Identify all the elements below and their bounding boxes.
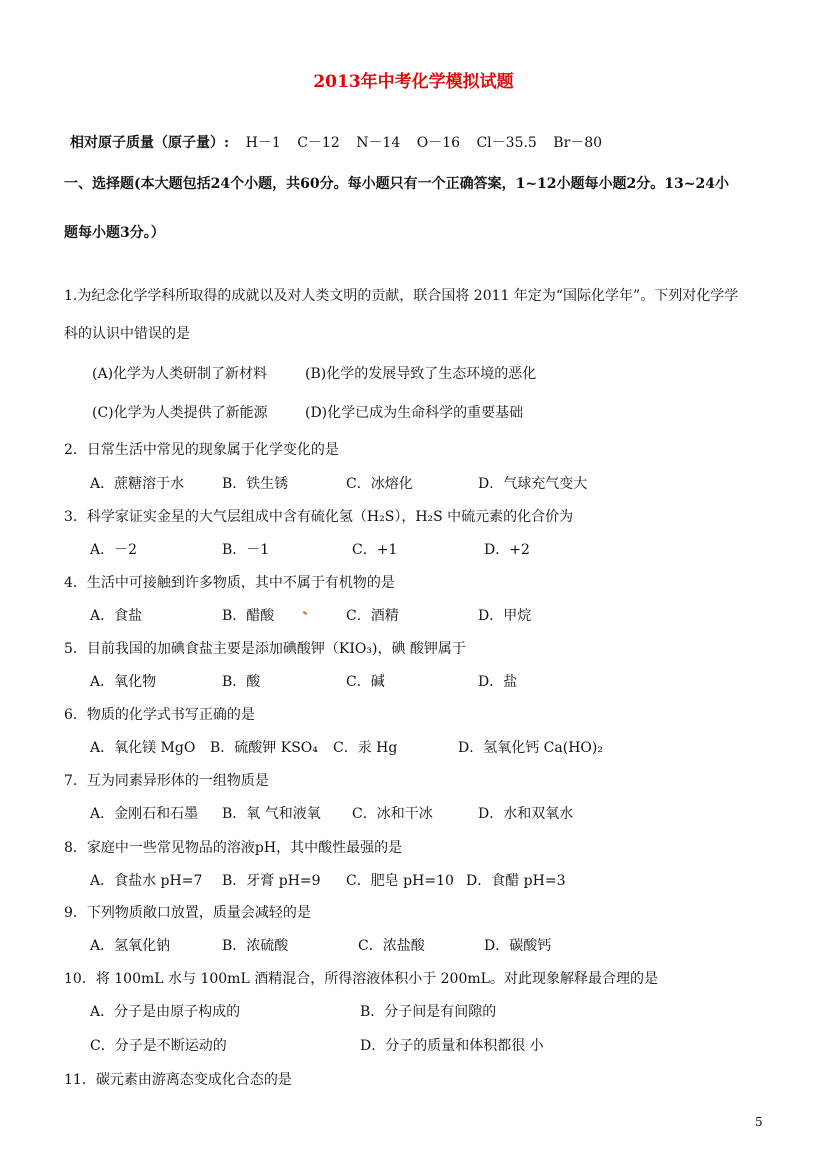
stray-mark	[303, 611, 307, 615]
question-10-option-b: B．分子间是有间隙的	[360, 1004, 497, 1020]
question-2-option-c: C．冰熔化	[346, 476, 413, 492]
atomic-mass-n: N－14	[356, 135, 401, 151]
question-2-stem: 2．日常生活中常见的现象属于化学变化的是	[64, 442, 339, 458]
question-7-stem: 7．互为同素异形体的一组物质是	[64, 773, 269, 789]
page-number: 5	[755, 1115, 763, 1129]
question-3-option-d: D．+2	[484, 542, 530, 558]
question-8-option-d: D．食醋 pH=3	[466, 873, 566, 889]
atomic-masses-label: 相对原子质量（原子量）:	[70, 135, 230, 151]
question-7-option-c: C．冰和干冰	[352, 806, 433, 822]
question-1-option-a: (A)化学为人类研制了新材料	[92, 366, 268, 382]
question-5-option-b: B．酸	[222, 674, 261, 690]
atomic-mass-o: O－16	[416, 135, 461, 151]
question-6-option-b: B．硫酸钾 KSO₄	[210, 740, 318, 756]
question-5-option-c: C．碱	[346, 674, 385, 690]
question-5-option-d: D．盐	[478, 674, 518, 690]
question-9-option-c: C．浓盐酸	[358, 938, 425, 954]
question-3-option-b: B．－1	[222, 542, 270, 558]
question-4-stem: 4．生活中可接触到许多物质，其中不属于有机物的是	[64, 575, 395, 591]
question-4-option-b: B．醋酸	[222, 608, 275, 624]
question-7-option-d: D．水和双氧水	[478, 806, 574, 822]
question-3-option-a: A．－2	[90, 542, 138, 558]
question-1-option-d: (D)化学已成为生命科学的重要基础	[305, 405, 524, 421]
question-9-option-a: A．氢氧化钠	[90, 938, 171, 954]
question-4-option-c: C．酒精	[346, 608, 399, 624]
question-10-option-d: D．分子的质量和体积都很 小	[360, 1038, 544, 1054]
question-1-option-b: (B)化学的发展导致了生态环境的恶化	[305, 366, 537, 382]
question-2-option-d: D．气球充气变大	[478, 476, 588, 492]
question-7-option-a: A．金刚石和石墨	[90, 806, 199, 822]
atomic-masses-row	[70, 133, 602, 153]
question-1-stem-line1: 1.为纪念化学学科所取得的成就以及对人类文明的贡献，联合国将 2011 年定为“国际化学年”。下列对化学学	[64, 288, 739, 304]
page-title: 2013年中考化学模拟试题	[313, 72, 514, 92]
question-2-option-a: A．蔗糖溶于水	[90, 476, 185, 492]
question-4-option-d: D．甲烷	[478, 608, 532, 624]
question-5-stem: 5．目前我国的加碘食盐主要是添加碘酸钾（KIO₃)，碘 酸钾属于	[64, 641, 466, 657]
question-8-option-a: A．食盐水 pH=7	[90, 873, 203, 889]
question-6-option-d: D．氢氧化钙 Ca(HO)₂	[458, 740, 603, 756]
question-10-option-a: A．分子是由原子构成的	[90, 1004, 241, 1020]
question-8-stem: 8．家庭中一些常见物品的溶液pH，其中酸性最强的是	[64, 840, 403, 856]
atomic-mass-c: C－12	[297, 135, 340, 151]
question-3-stem: 3．科学家证实金星的大气层组成中含有硫化氢（H₂S），H₂S 中硫元素的化合价为	[64, 509, 574, 525]
question-9-option-b: B．浓硫酸	[222, 938, 289, 954]
atomic-mass-br: Br－80	[553, 135, 603, 151]
question-8-option-c: C．肥皂 pH=10	[346, 873, 454, 889]
question-8-option-b: B．牙膏 pH=9	[222, 873, 321, 889]
question-6-option-a: A．氧化镁 MgO	[90, 740, 196, 756]
question-5-option-a: A．氧化物	[90, 674, 157, 690]
atomic-mass-h: H－1	[245, 135, 281, 151]
question-3-option-c: C．+1	[352, 542, 398, 558]
question-9-stem: 9．下列物质敞口放置，质量会减轻的是	[64, 905, 311, 921]
question-10-option-c: C．分子是不断运动的	[90, 1038, 227, 1054]
question-1-option-c: (C)化学为人类提供了新能源	[92, 405, 268, 421]
question-11-stem: 11．碳元素由游离态变成化合态的是	[64, 1072, 292, 1088]
question-6-option-c: C．汞 Hg	[333, 740, 398, 756]
question-9-option-d: D．碳酸钙	[484, 938, 552, 954]
question-2-option-b: B．铁生锈	[222, 476, 289, 492]
question-1-stem-line2: 科的认识中错误的是	[64, 326, 190, 342]
section-heading-line1: 一、选择题(本大题包括24个小题，共60分。每小题只有一个正确答案，1~12小题每小题2分。13~24小	[64, 176, 729, 192]
question-7-option-b: B．氧 气和液氧	[222, 806, 321, 822]
question-10-stem: 10．将 100mL 水与 100mL 酒精混合，所得溶液体积小于 200mL。对此现象解释最合理的是	[64, 971, 658, 987]
question-6-stem: 6．物质的化学式书写正确的是	[64, 707, 255, 723]
section-heading-line2: 题每小题3分。）	[64, 225, 165, 241]
question-4-option-a: A．食盐	[90, 608, 143, 624]
atomic-mass-cl: Cl－35.5	[476, 135, 537, 151]
